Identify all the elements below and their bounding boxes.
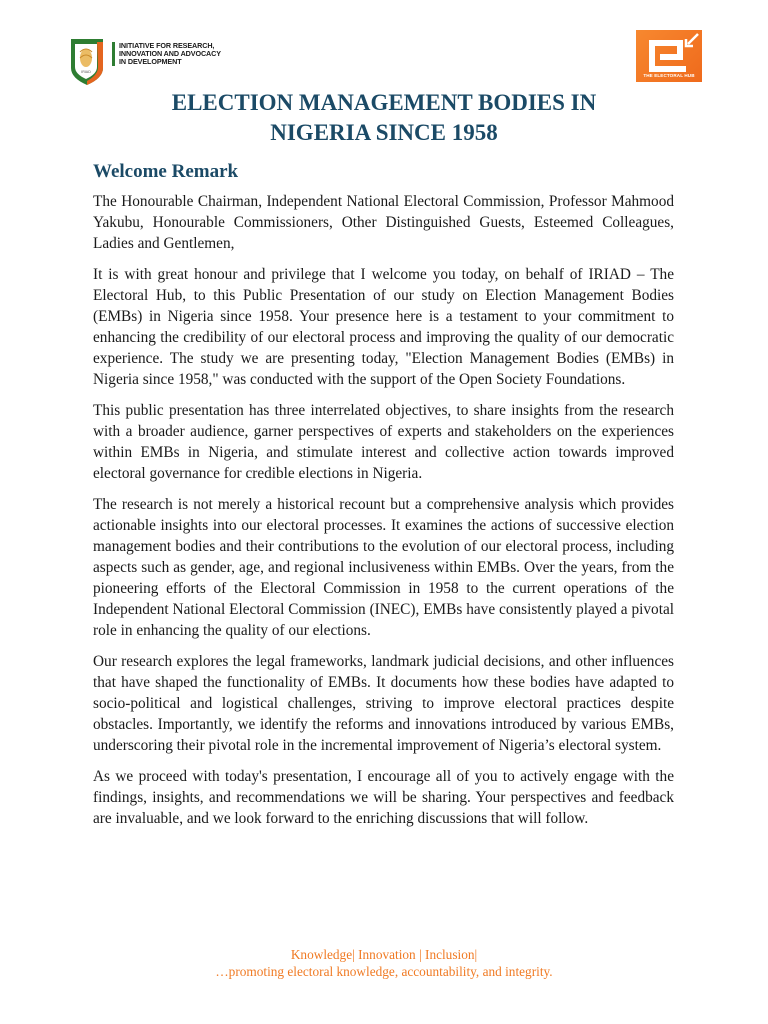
svg-text:IRIAD: IRIAD	[81, 70, 91, 74]
iriad-logo	[70, 38, 221, 86]
electoral-hub-label: THE ELECTORAL HUB	[643, 73, 695, 78]
footer-tagline: Knowledge| Innovation | Inclusion|	[290, 947, 478, 962]
paragraph-welcome: It is with great honour and privilege that I welcome you today, on behalf of IRIAD – The Electoral Hub, to this Public Presentation of our study on Election Management Bodies (EMBs) in Nigeria since 1958. Your presence here is a testament to your commitment to enhancing the credibility of our electoral process and improving the quality of our democratic experience. The study we are presenting today, "Election Management Bodies (EMBs) in Nigeria since 1958," was conducted with the support of the Open Society Foundations.	[93, 266, 674, 388]
title-line-2: NIGERIA SINCE 1958	[270, 120, 498, 145]
paragraph-salutation: The Honourable Chairman, Independent National Electoral Commission, Professor Mahmood Yakubu, Honourable Commissioners, Other Distinguished Guests, Esteemed Colleagues, Ladies and Gentlemen,	[93, 193, 674, 252]
iriad-line-1: INITIATIVE FOR RESEARCH,	[119, 41, 215, 50]
electoral-hub-logo	[636, 30, 702, 82]
footer	[0, 946, 768, 980]
paragraph-research-analysis: The research is not merely a historical recount but a comprehensive analysis which provides actionable insights into our electoral processes. It examines the actions of successive election management bodies and their contributions to the evolution of our electoral process, including aspects such as gender, age, and regional inclusiveness within EMBs. Over the years, from the pioneering efforts of the Electoral Commission in 1958 to the current operations of the Independent National Electoral Commission (INEC), EMBs have consistently played a pivotal role in enhancing the quality of our elections.	[93, 496, 674, 639]
iriad-shield-icon	[70, 38, 104, 86]
iriad-line-3: IN DEVELOPMENT	[119, 57, 182, 66]
iriad-line-2: INNOVATION AND ADVOCACY	[119, 49, 221, 58]
section-heading: Welcome Remark	[93, 161, 239, 182]
header-logos	[0, 30, 768, 90]
body-text	[93, 191, 674, 839]
paragraph-objectives: This public presentation has three interrelated objectives, to share insights from the research with a broader audience, garner perspectives of experts and stakeholders on the experiences within EMBs in Nigeria, and stimulate interest and collective action towards improved electoral governance for credible elections in Nigeria.	[93, 402, 674, 482]
title-line-1: ELECTION MANAGEMENT BODIES IN	[171, 90, 597, 115]
footer-motto: …promoting electoral knowledge, accountability, and integrity.	[215, 964, 553, 979]
paragraph-closing: As we proceed with today's presentation, I encourage all of you to actively engage with the findings, insights, and recommendations we will be sharing. Your perspectives and feedback are invaluable, and we look forward to the enriching discussions that will follow.	[93, 768, 674, 827]
document-title	[0, 88, 768, 148]
iriad-org-name	[112, 42, 221, 66]
paragraph-legal-frameworks: Our research explores the legal frameworks, landmark judicial decisions, and other influences that have shaped the functionality of EMBs. It documents how these bodies have adapted to socio-political and logistical challenges, striving to improve electoral practices despite obstacles. Importantly, we identify the reforms and innovations introduced by various EMBs, underscoring their pivotal role in the incremental improvement of Nigeria’s electoral system.	[93, 653, 674, 754]
